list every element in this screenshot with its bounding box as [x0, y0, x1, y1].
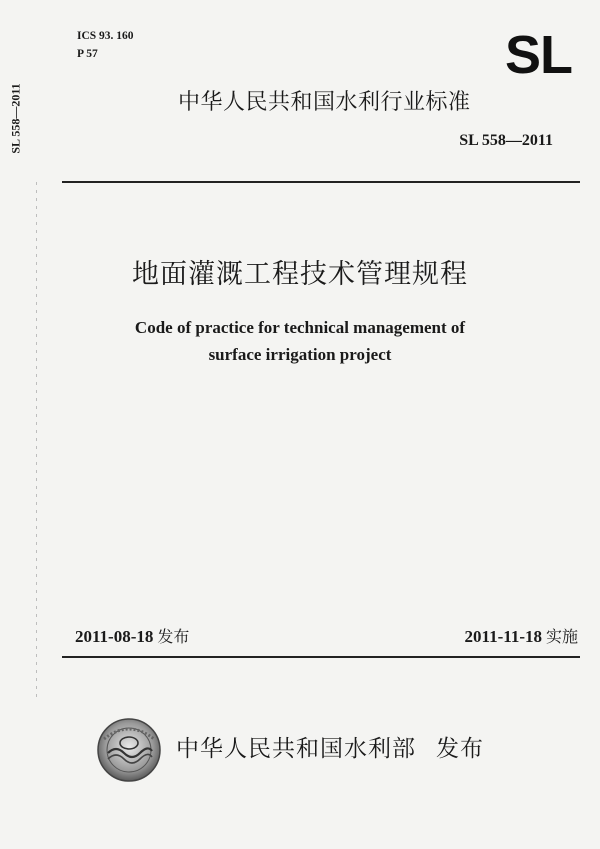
implementation-date: 2011-11-18 [464, 627, 542, 646]
spine-label [8, 58, 24, 178]
title-english-line2: surface irrigation project [208, 345, 392, 364]
ministry-emblem-icon [96, 717, 162, 783]
title-chinese: 地面灌溉工程技术管理规程 [132, 259, 468, 290]
implementation-label: 实施 [545, 627, 578, 646]
title-english [0, 314, 600, 368]
top-divider [62, 181, 580, 183]
publisher-name: 中华人民共和国水利部 [176, 736, 416, 762]
publisher-action: 发布 [436, 736, 484, 762]
title-english-line1: Code of practice for technical management of [134, 318, 466, 337]
issue-date-block [75, 624, 189, 647]
implementation-date-block [465, 624, 578, 647]
issue-label: 发布 [157, 627, 190, 646]
standard-number: SL 558—2011 [459, 132, 553, 149]
standard-type: 中华人民共和国水利行业标准 [178, 90, 471, 115]
ccs-code: P 57 [77, 48, 98, 60]
publisher-block [176, 730, 484, 763]
sl-logo: SL [504, 25, 572, 85]
bottom-divider [62, 656, 580, 658]
ics-code: ICS 93. 160 [77, 30, 134, 42]
issue-date: 2011-08-18 [75, 627, 154, 646]
spine-text: SL 558—2011 [8, 82, 23, 154]
